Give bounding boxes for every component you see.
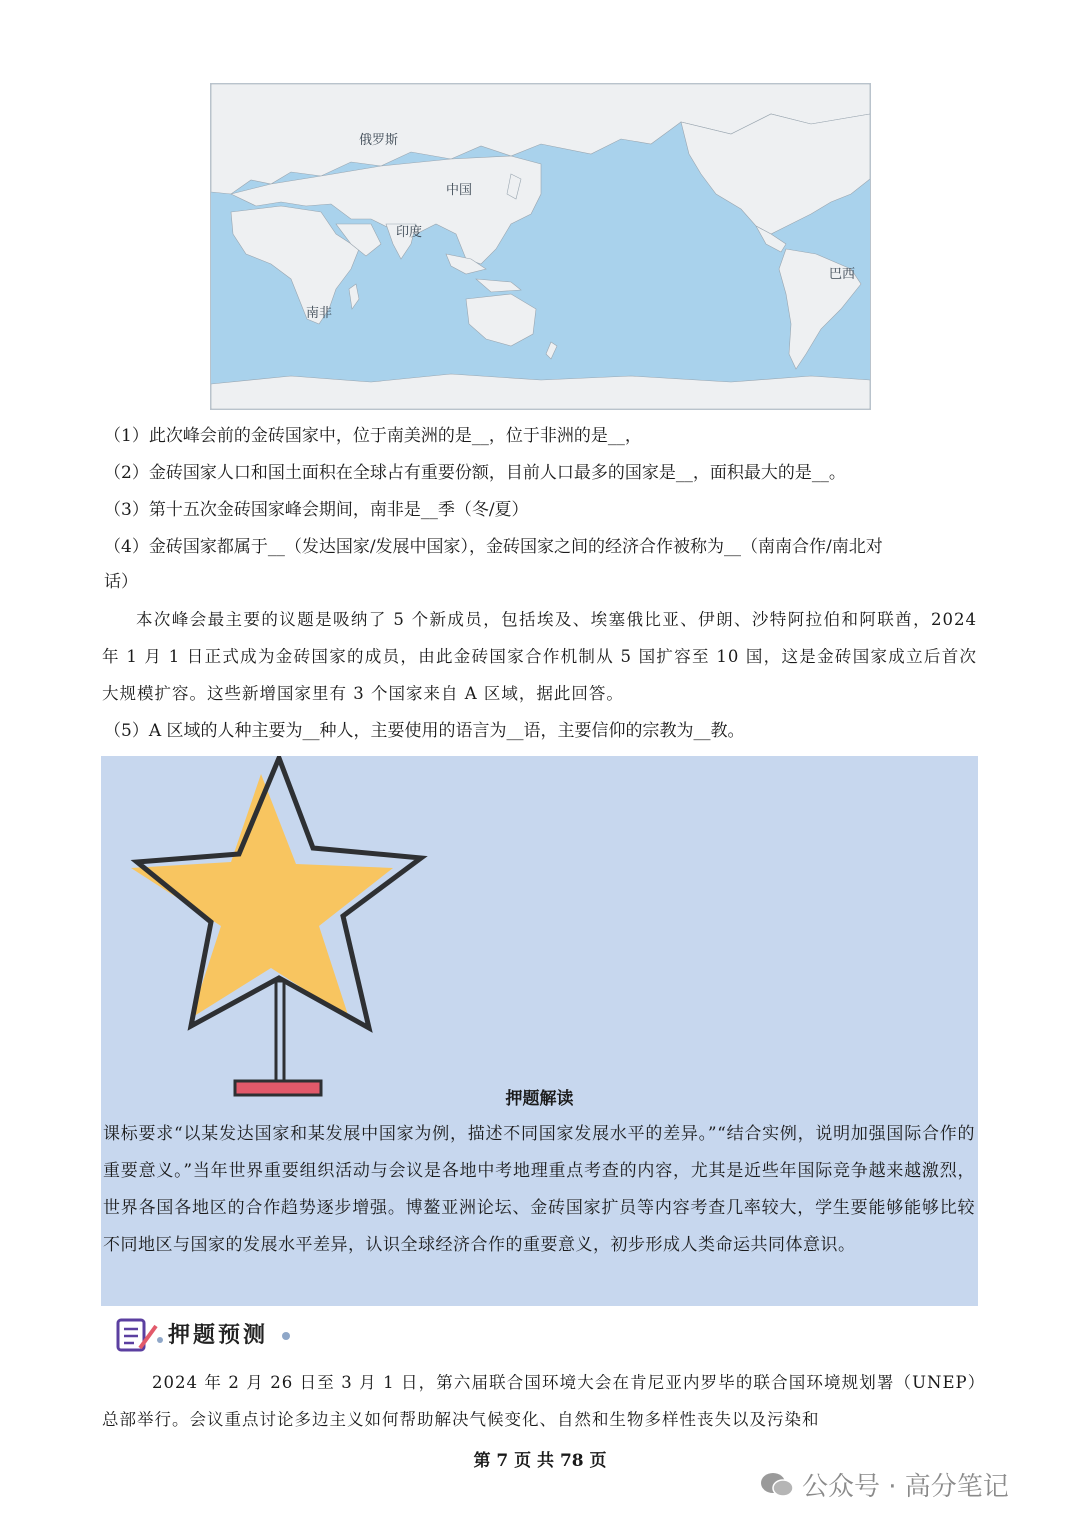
prediction-paragraph-text: 2024 年 2 月 26 日至 3 月 1 日，第六届联合国环境大会在肯尼亚内罗毕的联合国环境规划署（UNEP）总部举行。会议重点讨论多边主义如何帮助解决气候变化、自然和生物多样性丧失以及污染和 — [102, 1373, 977, 1429]
question-4: （4）金砖国家都属于__（发达国家/发展中国家），金砖国家之间的经济合作被称为__（南南合作/南北对 — [104, 537, 883, 557]
question-1: （1）此次峰会前的金砖国家中，位于南美洲的是__，位于非洲的是__， — [104, 426, 642, 446]
question-2: （2）金砖国家人口和国土面积在全球占有重要份额，目前人口最多的国家是__，面积最大的是__。 — [104, 463, 846, 483]
watermark-text: 公众号 · 高分笔记 — [802, 1472, 1009, 1502]
world-map — [210, 83, 871, 410]
question-4-continued: 话） — [104, 572, 138, 592]
star-icon — [121, 756, 481, 1116]
summit-paragraph-text: 本次峰会最主要的议题是吸纳了 5 个新成员，包括埃及、埃塞俄比亚、伊朗、沙特阿拉伯和阿联酋，2024 年 1 月 1 日正式成为金砖国家的成员，由此金砖国家合作机制从 5 国扩容至 10 国，这是金砖国家成立后首次大规模扩容。这些新增国家里有 3 个国家来自 A 区域，据此回答。 — [102, 610, 977, 703]
banner-dot-icon — [282, 1332, 290, 1340]
map-label-india: 印度 — [396, 225, 423, 240]
question-5: （5）A 区域的人种主要为__种人，主要使用的语言为__语，主要信仰的宗教为__教。 — [104, 721, 745, 741]
map-label-china: 中国 — [446, 183, 473, 198]
notebook-icon — [112, 1314, 164, 1354]
map-label-brazil: 巴西 — [829, 267, 856, 282]
question-3: （3）第十五次金砖国家峰会期间，南非是__季（冬/夏） — [104, 500, 529, 520]
analysis-body: 课标要求“以某发达国家和某发展中国家为例，描述不同国家发展水平的差异。”“结合实例，说明加强国际合作的重要意义。”当年世界重要组织活动与会议是各地中考地理重点考查的内容，尤其是近些年国际竞争越来越激烈，世界各国各地区的合作趋势逐步增强。博鳌亚洲论坛、金砖国家扩员等内容考查几率较大，学生要能够能够比较不同地区与国家的发展水平差异，认识全球经济合作的重要意义，初步形成人类命运共同体意识。 — [103, 1124, 975, 1255]
analysis-title: 押题解读 — [505, 1089, 574, 1109]
watermark — [760, 1466, 1009, 1503]
prediction-banner — [112, 1314, 312, 1354]
world-map-graphic — [211, 84, 870, 409]
prediction-paragraph — [102, 1364, 977, 1438]
map-label-south-africa: 南非 — [306, 306, 333, 321]
map-label-russia: 俄罗斯 — [359, 133, 399, 148]
summit-paragraph — [102, 601, 977, 712]
page-footer: 第 7 页 共 78 页 — [473, 1451, 607, 1471]
analysis-box — [101, 756, 978, 1306]
prediction-banner-text: 押题预测 — [168, 1322, 269, 1348]
wechat-icon — [760, 1471, 794, 1499]
